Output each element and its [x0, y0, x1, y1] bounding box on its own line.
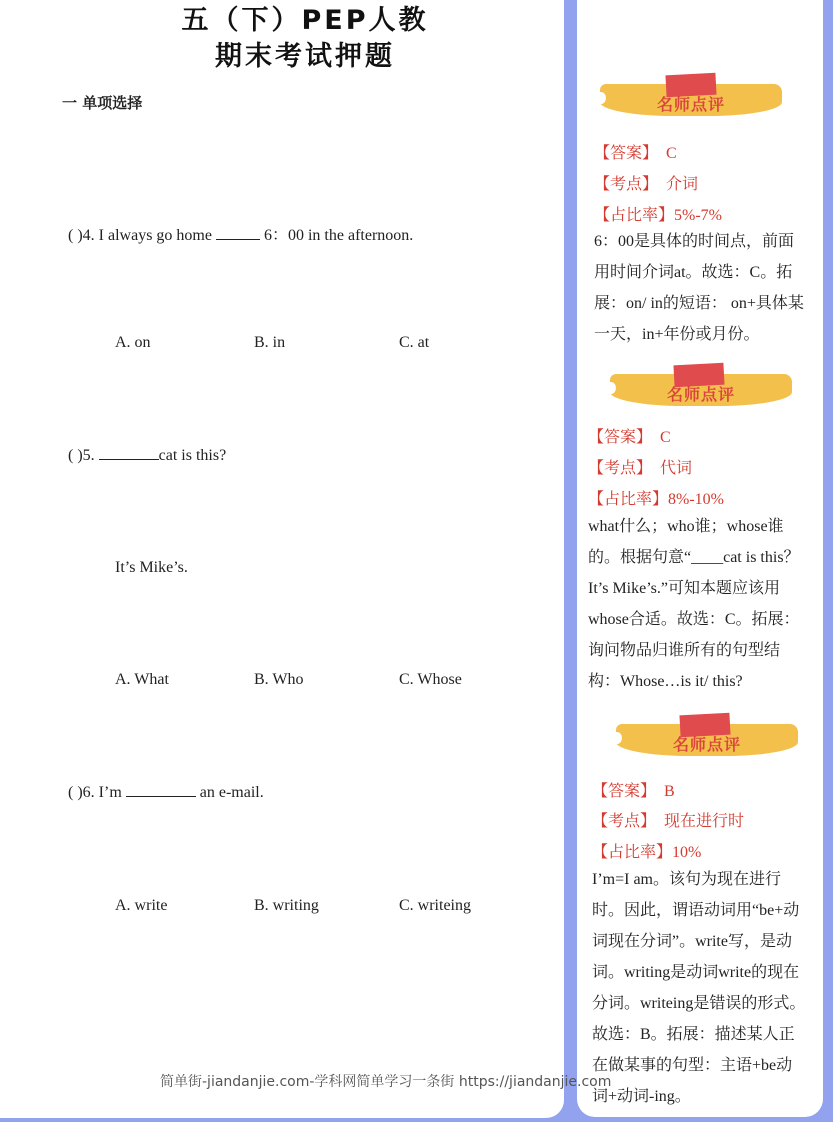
question-5: ( )5. cat is this?: [68, 447, 227, 464]
teacher-comment-badge: 名师点评: [616, 714, 798, 758]
answer-line: 【答案】 B: [592, 783, 675, 800]
explanation: 6：00是具体的时间点，前面用时间介词at。故选：C。拓展：on/ in的短语： on+具体某一天，in+年份或月份。: [594, 233, 804, 343]
answer-line: 【答案】 C: [588, 429, 671, 446]
option-b[interactable]: B. in: [254, 334, 286, 351]
page-subtitle: 期末考试押题: [215, 41, 395, 72]
page-title: 五（下）PEP人教: [181, 5, 429, 36]
watermark: 简单街-jiandanjie.com-学科网简单学习一条街 https://jiandanjie.com: [160, 1074, 612, 1090]
option-c[interactable]: C. writeing: [399, 897, 471, 914]
teacher-comment-badge: 名师点评: [610, 364, 792, 408]
option-b[interactable]: B. writing: [254, 897, 319, 914]
option-a[interactable]: A. on: [115, 334, 151, 351]
rate-line: 【占比率】5%-7%: [594, 207, 722, 224]
point-line: 【考点】 介词: [594, 176, 699, 193]
section-heading: 一 单项选择: [62, 94, 143, 112]
point-line: 【考点】 代词: [588, 460, 693, 477]
question-4: ( )4. I always go home 6：00 in the afternoon.: [68, 227, 414, 244]
option-b[interactable]: B. Who: [254, 671, 304, 688]
question-6: ( )6. I’m an e-mail.: [68, 784, 264, 801]
point-line: 【考点】 现在进行时: [592, 813, 745, 830]
explanation: I’m=I am。该句为现在进行时。因此，谓语动词用“be+动词现在分词”。write写，是动词。writing是动词write的现在分词。writeing是错误的形式。故选：B。拓展：描述某人正在做某事的句型：主语+be动词+动词-ing。: [592, 871, 806, 1105]
teacher-comment-badge: 名师点评: [600, 74, 782, 118]
option-c[interactable]: C. at: [399, 334, 430, 351]
explanation: what什么；who谁；whose谁的。根据句意“____cat is this？It’s Mike’s.”可知本题应该用whose合适。故选：C。拓展：询问物品归谁所有的句型结构：Whose…is it/ this?: [588, 518, 800, 690]
rate-line: 【占比率】8%-10%: [588, 491, 724, 508]
question-5-dialogue: It’s Mike’s.: [115, 559, 188, 576]
option-a[interactable]: A. write: [115, 897, 168, 914]
option-c[interactable]: C. Whose: [399, 671, 462, 688]
answer-line: 【答案】 C: [594, 145, 677, 162]
rate-line: 【占比率】10%: [592, 844, 702, 861]
option-a[interactable]: A. What: [115, 671, 169, 688]
